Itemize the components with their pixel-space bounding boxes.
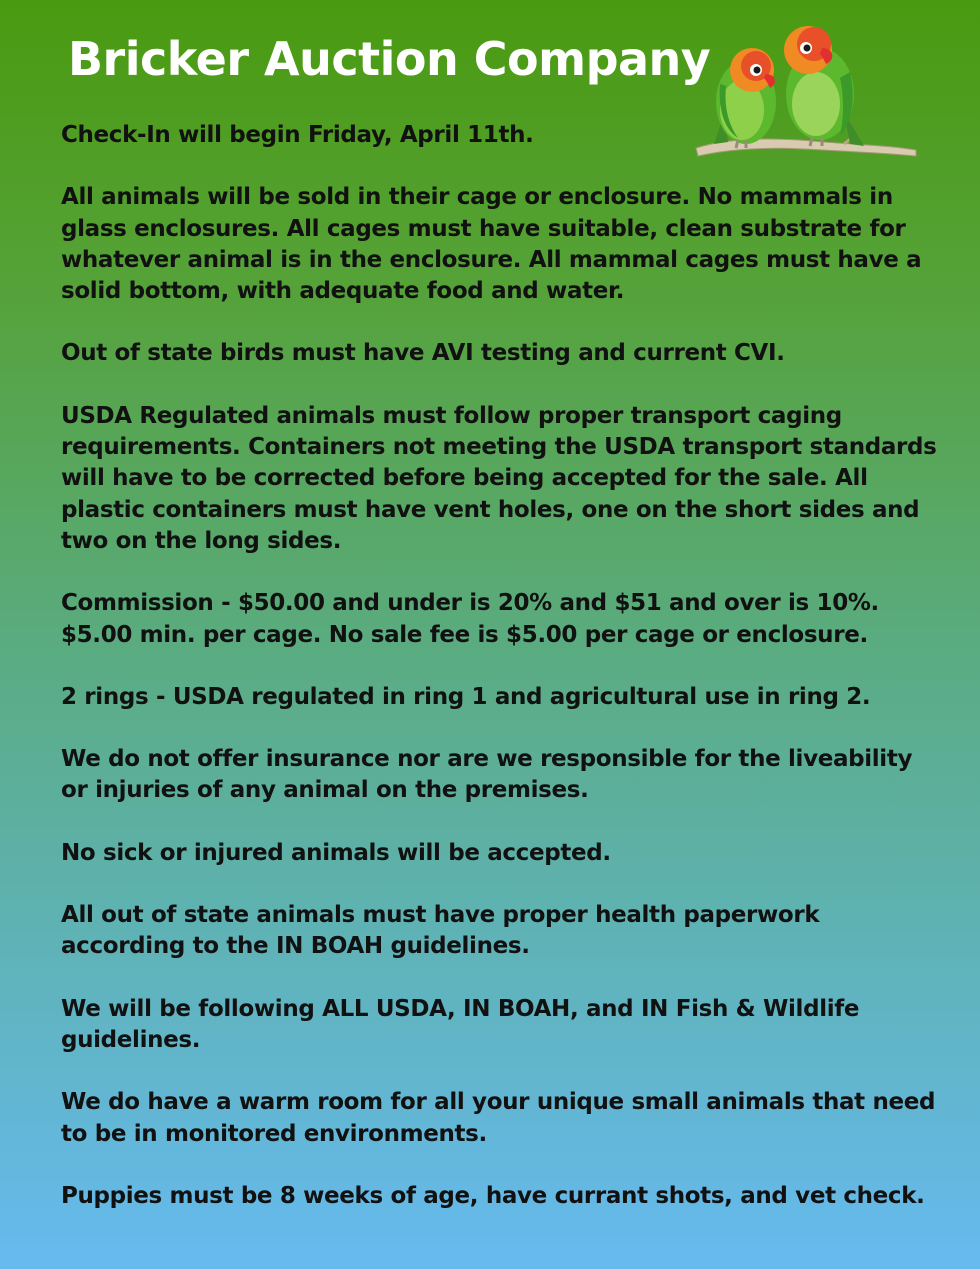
- paragraph-enclosures: All animals will be sold in their cage or enclosure. No mammals in glass enclosures. All cages must have suitable, clean substrate for whatever animal is in the enclosure. All mammal cages must have a solid bottom, with adequate food and water.: [61, 184, 922, 305]
- paragraph-health-paperwork: All out of state animals must have proper health paperwork according to the IN BOAH guidelines.: [61, 902, 820, 960]
- paragraph-birds: Out of state birds must have AVI testing and current CVI.: [61, 340, 785, 367]
- paragraph-puppies: Puppies must be 8 weeks of age, have currant shots, and vet check.: [61, 1182, 925, 1209]
- paragraph-insurance: We do not offer insurance nor are we responsible for the liveability or injuries of any animal on the premises.: [61, 746, 913, 804]
- paragraph-commission: Commission - $50.00 and under is 20% and $51 and over is 10%. $5.00 min. per cage. No sale fee is $5.00 per cage or enclosure.: [61, 590, 879, 648]
- paragraph-usda-transport: USDA Regulated animals must follow proper transport caging requirements. Containers not meeting the USDA transport standards will have to be corrected before being accepted for the sale. All plastic containers must have vent holes, one on the short sides and two on the long sides.: [61, 402, 937, 554]
- paragraph-rings: 2 rings - USDA regulated in ring 1 and agricultural use in ring 2.: [61, 683, 871, 710]
- announcement-body: [61, 120, 941, 1243]
- paragraph-check-in: Check-In will begin Friday, April 11th.: [61, 122, 534, 148]
- paragraph-guidelines: We will be following ALL USDA, IN BOAH, and IN Fish & Wildlife guidelines.: [61, 995, 860, 1053]
- paragraph-sick-animals: No sick or injured animals will be accepted.: [61, 839, 611, 866]
- page-title: Bricker Auction Company: [68, 32, 711, 86]
- paragraph-warm-room: We do have a warm room for all your unique small animals that need to be in monitored environments.: [61, 1089, 936, 1147]
